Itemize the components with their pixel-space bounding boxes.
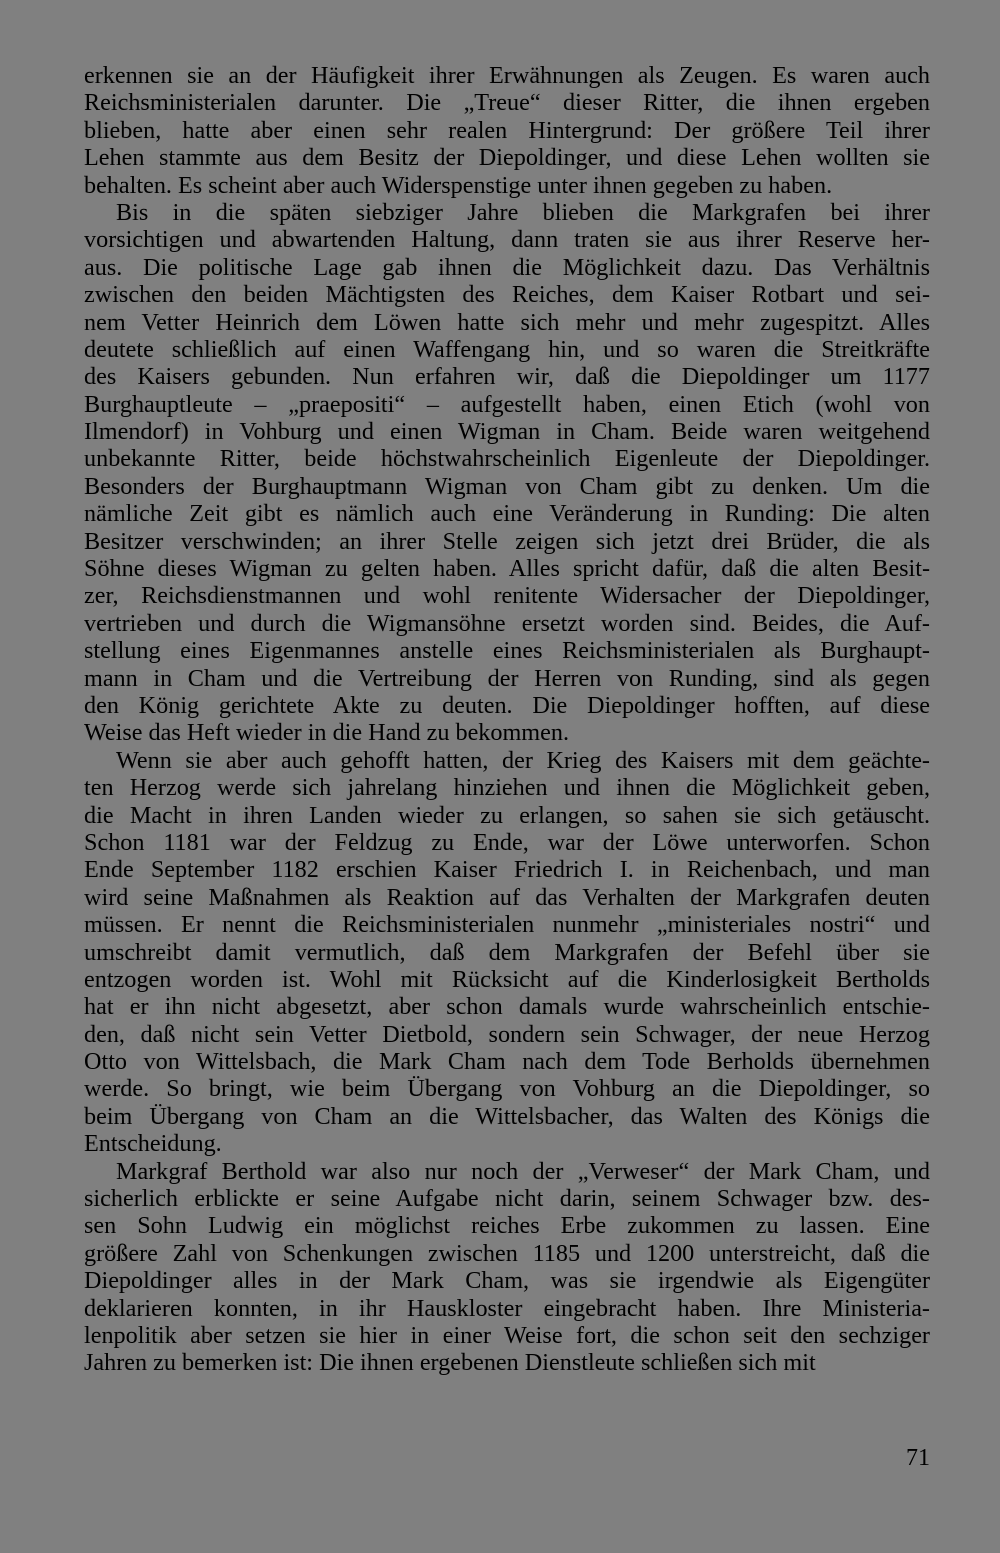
- text-line: stellung eines Eigenmannes anstelle eines Reichsministerialen als Burghaupt-: [84, 637, 930, 665]
- text-line: Besitzer verschwinden; an ihrer Stelle zeigen sich jetzt drei Brüder, die als: [84, 527, 930, 555]
- text-line: müssen. Er nennt die Reichsministerialen nunmehr „ministeriales nostri“ und: [84, 911, 930, 939]
- text-line: nämliche Zeit gibt es nämlich auch eine Veränderung in Runding: Die alten: [84, 500, 930, 528]
- text-line: lenpolitik aber setzen sie hier in einer Weise fort, die schon seit den sechziger: [84, 1321, 930, 1349]
- text-line: Otto von Wittelsbach, die Mark Cham nach dem Tode Berholds übernehmen: [84, 1048, 930, 1076]
- text-line: des Kaisers gebunden. Nun erfahren wir, daß die Diepoldinger um 1177: [84, 363, 930, 391]
- text-line: erkennen sie an der Häufigkeit ihrer Erwähnungen als Zeugen. Es waren auch: [84, 62, 930, 89]
- text-line: beim Übergang von Cham an die Wittelsbacher, das Walten des Königs die: [84, 1102, 930, 1130]
- text-line: den, daß nicht sein Vetter Dietbold, sondern sein Schwager, der neue Herzog: [84, 1020, 930, 1048]
- text-line: Markgraf Berthold war also nur noch der „Verweser“ der Mark Cham, und: [116, 1157, 930, 1185]
- text-line: hat er ihn nicht abgesetzt, aber schon damals wurde wahrscheinlich entschie-: [84, 993, 930, 1021]
- text-line: Weise das Heft wieder in die Hand zu bekommen.: [84, 719, 570, 747]
- paragraph: [84, 747, 930, 1158]
- page-number: 71: [906, 1445, 930, 1471]
- text-line: den König gerichtete Akte zu deuten. Die Diepoldinger hofften, auf diese: [84, 691, 930, 719]
- text-line: sen Sohn Ludwig ein möglichst reiches Erbe zukommen zu lassen. Eine: [84, 1212, 930, 1240]
- text-line: behalten. Es scheint aber auch Widerspenstige unter ihnen gegeben zu haben.: [84, 171, 833, 199]
- text-line: umschreibt damit vermutlich, daß dem Markgrafen der Befehl über sie: [84, 938, 930, 966]
- text-line: aus. Die politische Lage gab ihnen die Möglichkeit dazu. Das Verhältnis: [84, 253, 930, 281]
- text-line: Wenn sie aber auch gehofft hatten, der Krieg des Kaisers mit dem geächte-: [116, 746, 930, 774]
- page-body: [84, 62, 930, 1377]
- text-line: die Macht in ihren Landen wieder zu erlangen, so sahen sie sich getäuscht.: [84, 801, 930, 829]
- text-line: wird seine Maßnahmen als Reaktion auf das Verhalten der Markgrafen deuten: [84, 883, 930, 911]
- text-line: Jahren zu bemerken ist: Die ihnen ergebenen Dienstleute schließen sich mit: [84, 1349, 816, 1377]
- text-line: vorsichtigen und abwartenden Haltung, dann traten sie aus ihrer Reserve her-: [84, 226, 930, 254]
- text-line: Reichsministerialen darunter. Die „Treue“ dieser Ritter, die ihnen ergeben: [84, 89, 930, 117]
- text-line: entzogen worden ist. Wohl mit Rücksicht auf die Kinderlosigkeit Bertholds: [84, 965, 930, 993]
- text-line: unbekannte Ritter, beide höchstwahrscheinlich Eigenleute der Diepoldinger.: [84, 445, 930, 473]
- text-line: Diepoldinger alles in der Mark Cham, was sie irgendwie als Eigengüter: [84, 1267, 930, 1295]
- text-line: ten Herzog werde sich jahrelang hinziehen und ihnen die Möglichkeit geben,: [84, 774, 930, 802]
- text-line: größere Zahl von Schenkungen zwischen 1185 und 1200 unterstreicht, daß die: [84, 1239, 930, 1267]
- text-line: sicherlich erblickte er seine Aufgabe nicht darin, seinem Schwager bzw. des-: [84, 1185, 930, 1213]
- text-line: deklarieren konnten, in ihr Hauskloster eingebracht haben. Ihre Ministeria-: [84, 1294, 930, 1322]
- text-line: Söhne dieses Wigman zu gelten haben. Alles spricht dafür, daß die alten Besit-: [84, 555, 930, 583]
- text-line: Ilmendorf) in Vohburg und einen Wigman in Cham. Beide waren weitgehend: [84, 418, 930, 446]
- text-line: Burghauptleute – „praepositi“ – aufgestellt haben, einen Etich (wohl von: [84, 390, 930, 418]
- paragraph: [84, 1158, 930, 1377]
- text-line: werde. So bringt, wie beim Übergang von Vohburg an die Diepoldinger, so: [84, 1075, 930, 1103]
- text-line: Besonders der Burghauptmann Wigman von Cham gibt zu denken. Um die: [84, 472, 930, 500]
- text-line: blieben, hatte aber einen sehr realen Hintergrund: Der größere Teil ihrer: [84, 116, 930, 144]
- text-line: mann in Cham und die Vertreibung der Herren von Runding, sind als gegen: [84, 664, 930, 692]
- text-line: deutete schließlich auf einen Waffengang hin, und so waren die Streitkräfte: [84, 335, 930, 363]
- text-line: Bis in die späten siebziger Jahre blieben die Markgrafen bei ihrer: [116, 198, 930, 226]
- text-line: Lehen stammte aus dem Besitz der Diepoldinger, und diese Lehen wollten sie: [84, 144, 930, 172]
- paragraph: [84, 62, 930, 199]
- text-line: Ende September 1182 erschien Kaiser Friedrich I. in Reichenbach, und man: [84, 856, 930, 884]
- text-line: Schon 1181 war der Feldzug zu Ende, war der Löwe unterworfen. Schon: [84, 828, 930, 856]
- paragraph: [84, 199, 930, 747]
- text-line: nem Vetter Heinrich dem Löwen hatte sich mehr und mehr zugespitzt. Alles: [84, 308, 930, 336]
- text-line: zer, Reichsdienstmannen und wohl renitente Widersacher der Diepoldinger,: [84, 582, 930, 610]
- text-line: vertrieben und durch die Wigmansöhne ersetzt worden sind. Beides, die Auf-: [84, 609, 930, 637]
- text-line: Entscheidung.: [84, 1130, 222, 1158]
- text-line: zwischen den beiden Mächtigsten des Reiches, dem Kaiser Rotbart und sei-: [84, 281, 930, 309]
